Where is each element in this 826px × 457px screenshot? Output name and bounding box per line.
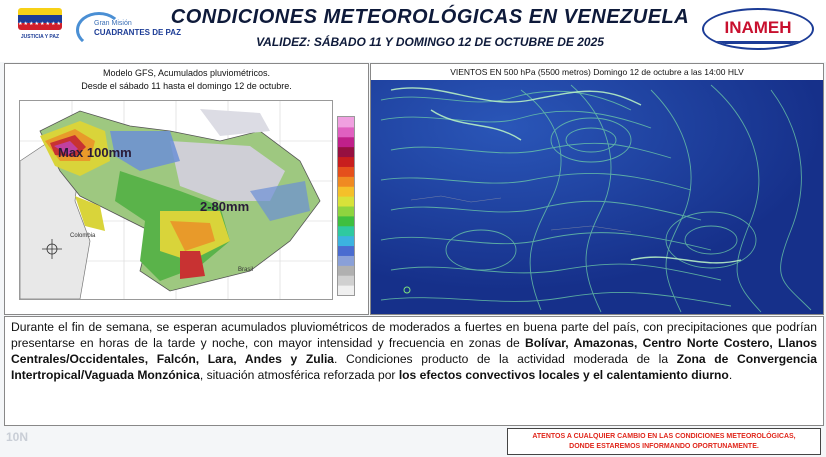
legend-swatch xyxy=(338,236,354,246)
winds-panel xyxy=(370,63,824,315)
legend-swatch xyxy=(338,176,354,186)
legend-swatch xyxy=(338,186,354,196)
page-title: CONDICIONES METEOROLÓGICAS EN VENEZUELA xyxy=(170,6,690,28)
warning-line2: DONDE ESTAREMOS INFORMANDO OPORTUNAMENTE. xyxy=(569,443,759,450)
desc-part4: . xyxy=(728,368,733,382)
header xyxy=(0,0,826,62)
legend-swatch xyxy=(338,265,354,275)
forecast-description-box xyxy=(4,316,824,426)
flag-caption: JUSTICIA Y PAZ xyxy=(20,34,60,40)
page-subtitle: VALIDEZ: SÁBADO 11 Y DOMINGO 12 DE OCTUBRE DE 2025 xyxy=(256,35,604,49)
desc-bold-convective: los efectos convectivos locales y el calentamiento diurno xyxy=(398,368,729,382)
legend-swatch xyxy=(338,255,354,265)
gmcp-line1: Gran Misión xyxy=(94,20,132,27)
legend-swatch xyxy=(338,226,354,236)
precipitation-panel xyxy=(4,63,369,315)
flag-icon: ★★★★★★★★ xyxy=(18,8,62,30)
gmcp-line2: CUADRANTES DE PAZ xyxy=(94,28,181,37)
precipitation-map-svg xyxy=(20,101,332,299)
inameh-logo xyxy=(702,8,814,50)
warning-line1: ATENTOS A CUALQUIER CAMBIO EN LAS CONDICIONES METEOROLÓGICAS, xyxy=(532,433,796,440)
label-colombia: Colombia xyxy=(70,233,96,239)
legend-swatch xyxy=(338,157,354,167)
desc-part2: . Condiciones producto de la actividad moderada de la xyxy=(334,352,677,366)
desc-part3: , situación atmosférica reforzada por xyxy=(199,368,399,382)
grid-label-10n: 10N xyxy=(6,430,29,444)
legend-swatch xyxy=(338,117,354,127)
legend-swatch xyxy=(338,206,354,216)
precip-caption-line2: Desde el sábado 11 hasta el domingo 12 de octubre. xyxy=(81,81,292,91)
winds-caption: VIENTOS EN 500 hPa (5500 metros) Domingo 12 de octubre a las 14:00 HLV xyxy=(450,67,744,77)
desc-bold-zcit: Zona de Convergencia Intertropical/Vaguada Monzónica xyxy=(11,352,818,382)
legend-swatch xyxy=(338,246,354,256)
venezuela-flag-logo xyxy=(18,8,62,54)
legend-swatch xyxy=(338,216,354,226)
legend-swatch xyxy=(338,127,354,137)
legend-swatch xyxy=(338,196,354,206)
legend-swatch xyxy=(338,137,354,147)
legend-swatch xyxy=(338,285,354,295)
forecast-description xyxy=(11,319,817,383)
precip-caption-line1: Modelo GFS, Acumulados pluviométricos. xyxy=(102,68,271,78)
winds-map xyxy=(371,80,823,314)
label-brasil: Brasil xyxy=(238,267,254,273)
legend-swatch xyxy=(338,275,354,285)
winds-streamlines-svg xyxy=(371,80,823,314)
legend-swatch xyxy=(338,147,354,157)
inameh-logo-text: INAMEH xyxy=(724,18,792,37)
max-annotation: Max 100mm xyxy=(58,145,132,160)
desc-bold-regions: Bolívar, Amazonas, Centro Norte Costero, Llanos Centrales/Occidentales, Falcón, Lara, Andes y Zulia xyxy=(11,336,817,366)
range-annotation: 2-80mm xyxy=(200,199,250,214)
legend-swatch xyxy=(338,166,354,176)
precipitation-map xyxy=(19,100,333,300)
desc-part1: Durante el fin de semana, se esperan acumulados pluviométricos de moderados a fuertes en buena parte del país, con precipitaciones que podrían presentarse en horas de la tarde y noche, con mayor intensidad y frecuencia en zonas de xyxy=(11,320,817,350)
warning-box xyxy=(507,428,821,455)
precipitation-legend xyxy=(337,116,355,296)
